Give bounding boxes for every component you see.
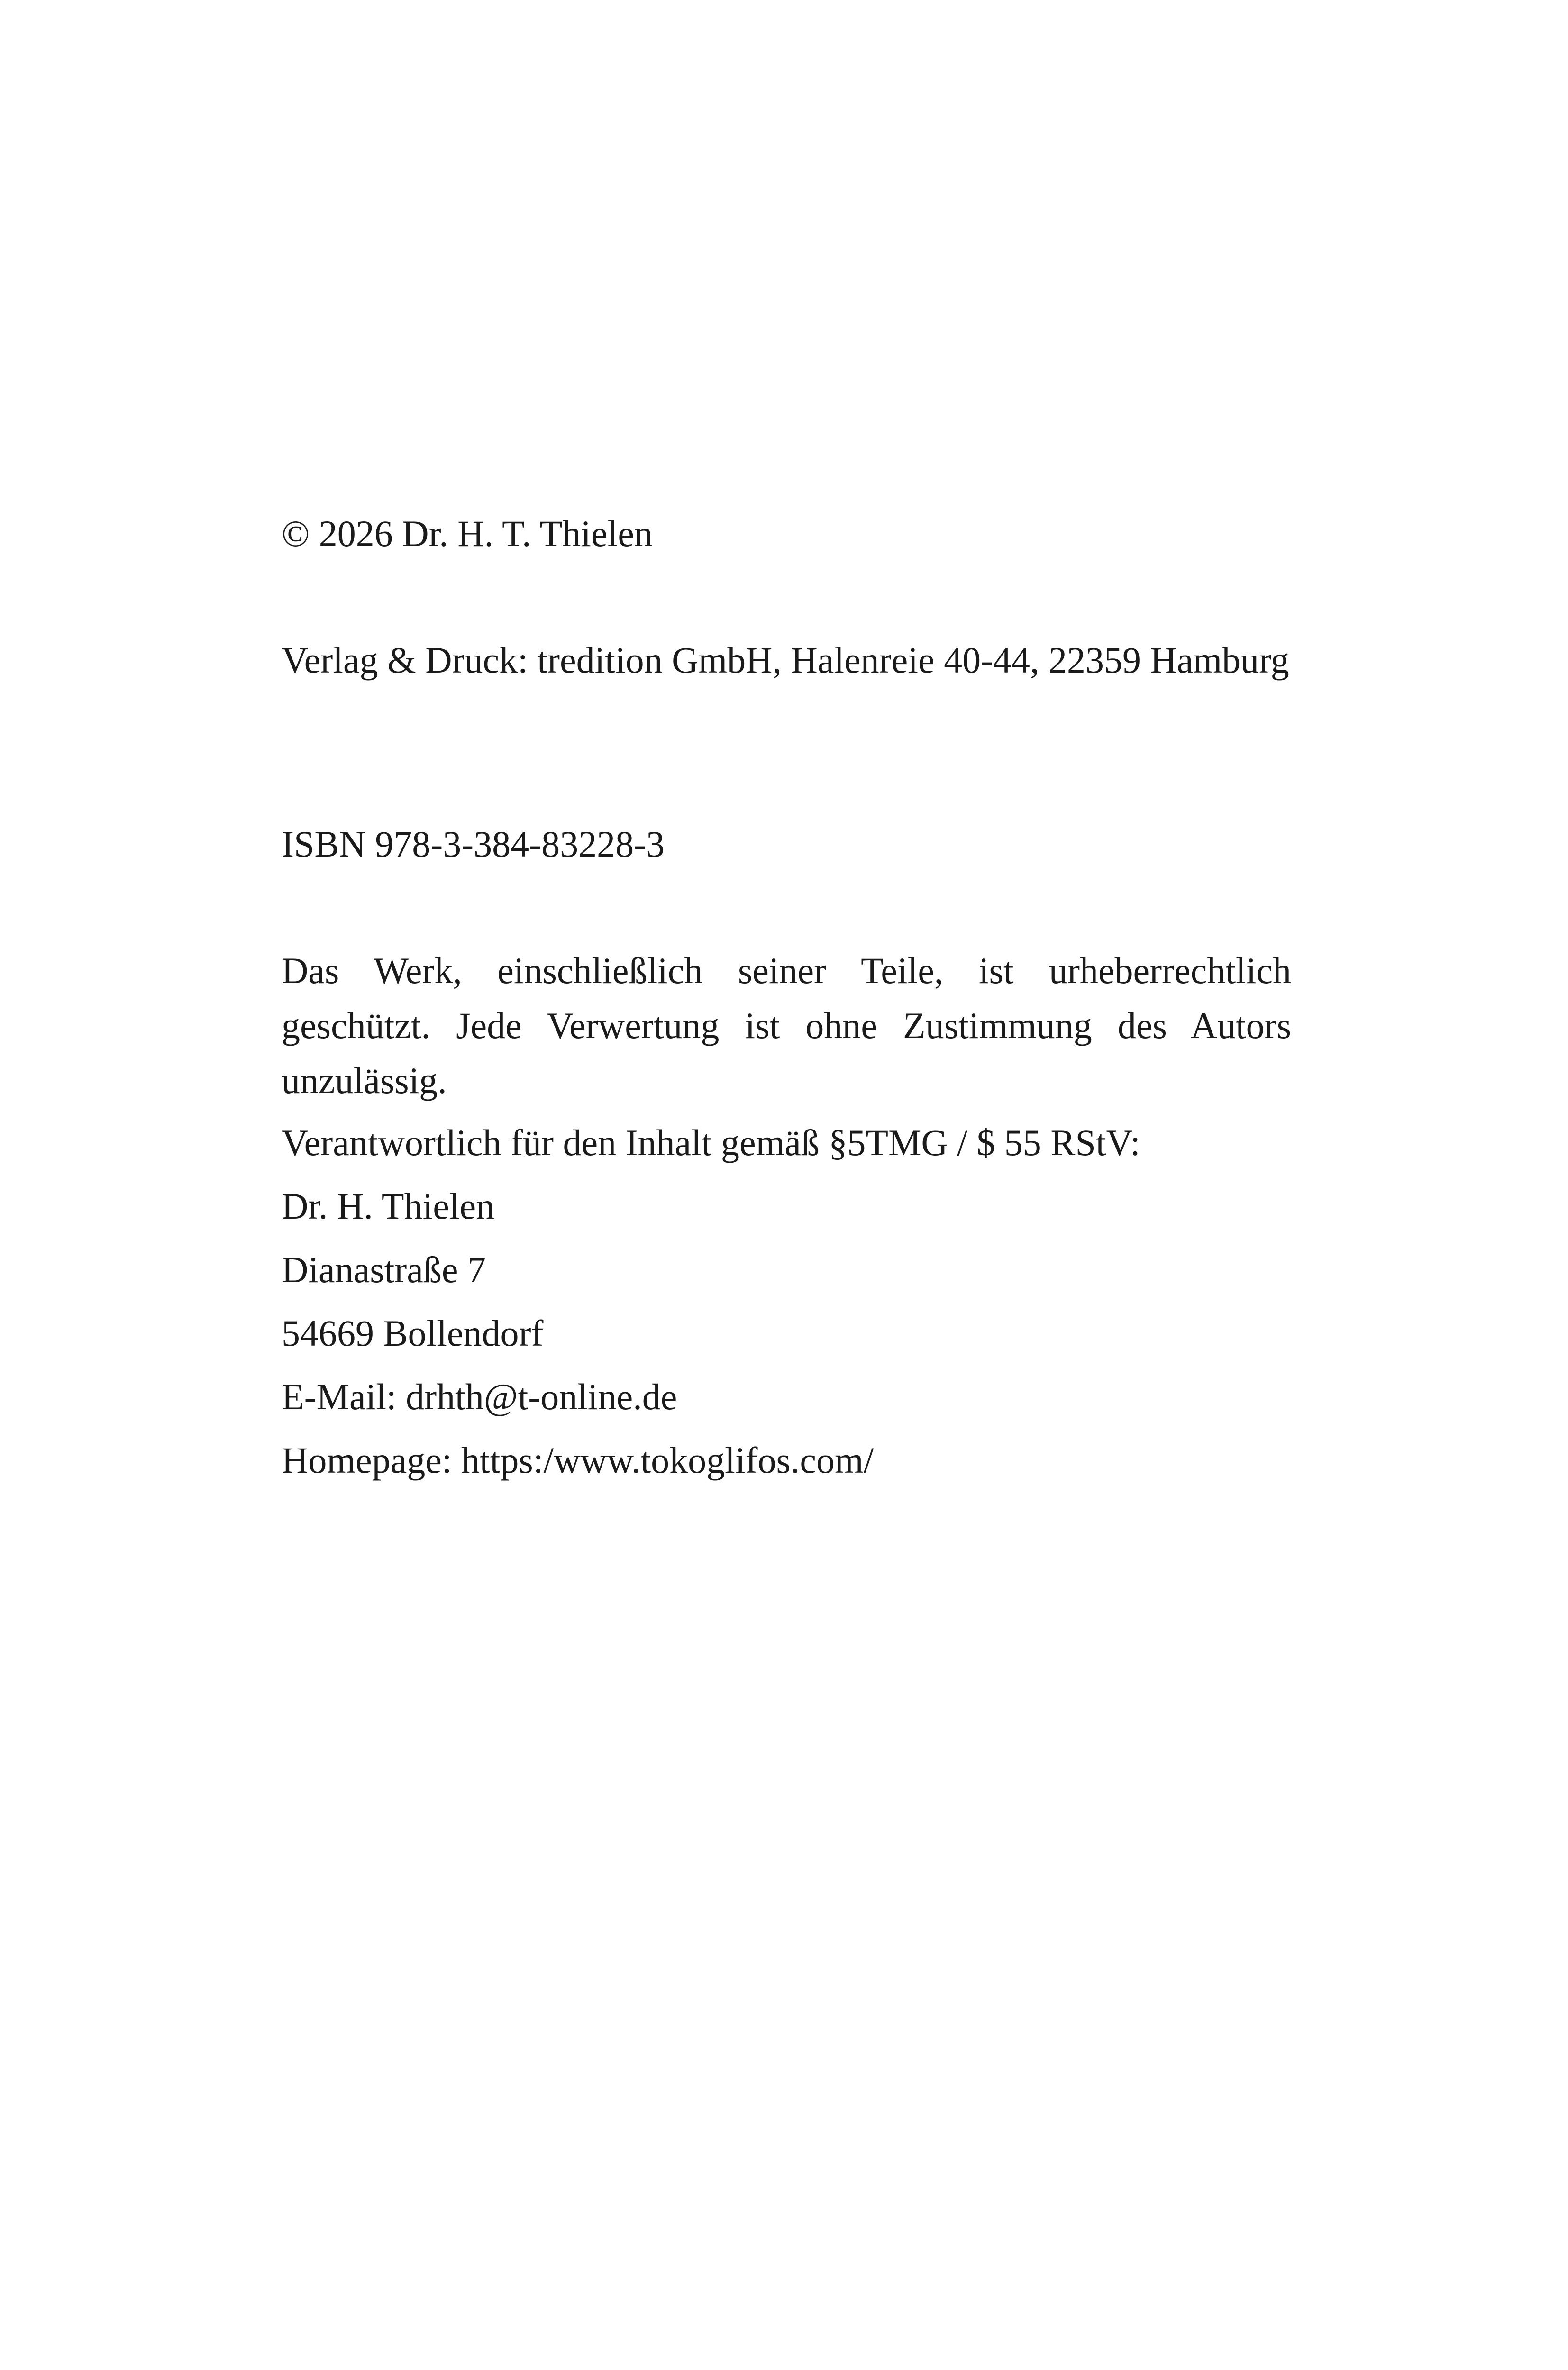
isbn: ISBN 978-3-384-83228-3	[282, 823, 665, 865]
rights-notice: Das Werk, einschließlich seiner Teile, ist urheberrechtlich geschützt. Jede Verwertung ist ohne Zustimmung des Autors unzulässig.	[282, 950, 1291, 1101]
responsible-street: Dianastraße 7	[282, 1249, 486, 1290]
responsible-city: 54669 Bollendorf	[282, 1313, 544, 1354]
responsible-homepage: Homepage: https:/www.tokoglifos.com/	[282, 1440, 874, 1481]
responsible-section	[282, 1115, 1291, 1488]
publisher-info: Verlag & Druck: tredition GmbH, Halenreie 40-44, 22359 Hamburg	[282, 639, 1289, 681]
responsible-name: Dr. H. Thielen	[282, 1185, 495, 1227]
copyright-line: © 2026 Dr. H. T. Thielen	[282, 513, 653, 554]
responsible-email: E-Mail: drhth@t-online.de	[282, 1376, 677, 1417]
responsible-heading: Verantwortlich für den Inhalt gemäß §5TMG / $ 55 RStV:	[282, 1122, 1140, 1163]
